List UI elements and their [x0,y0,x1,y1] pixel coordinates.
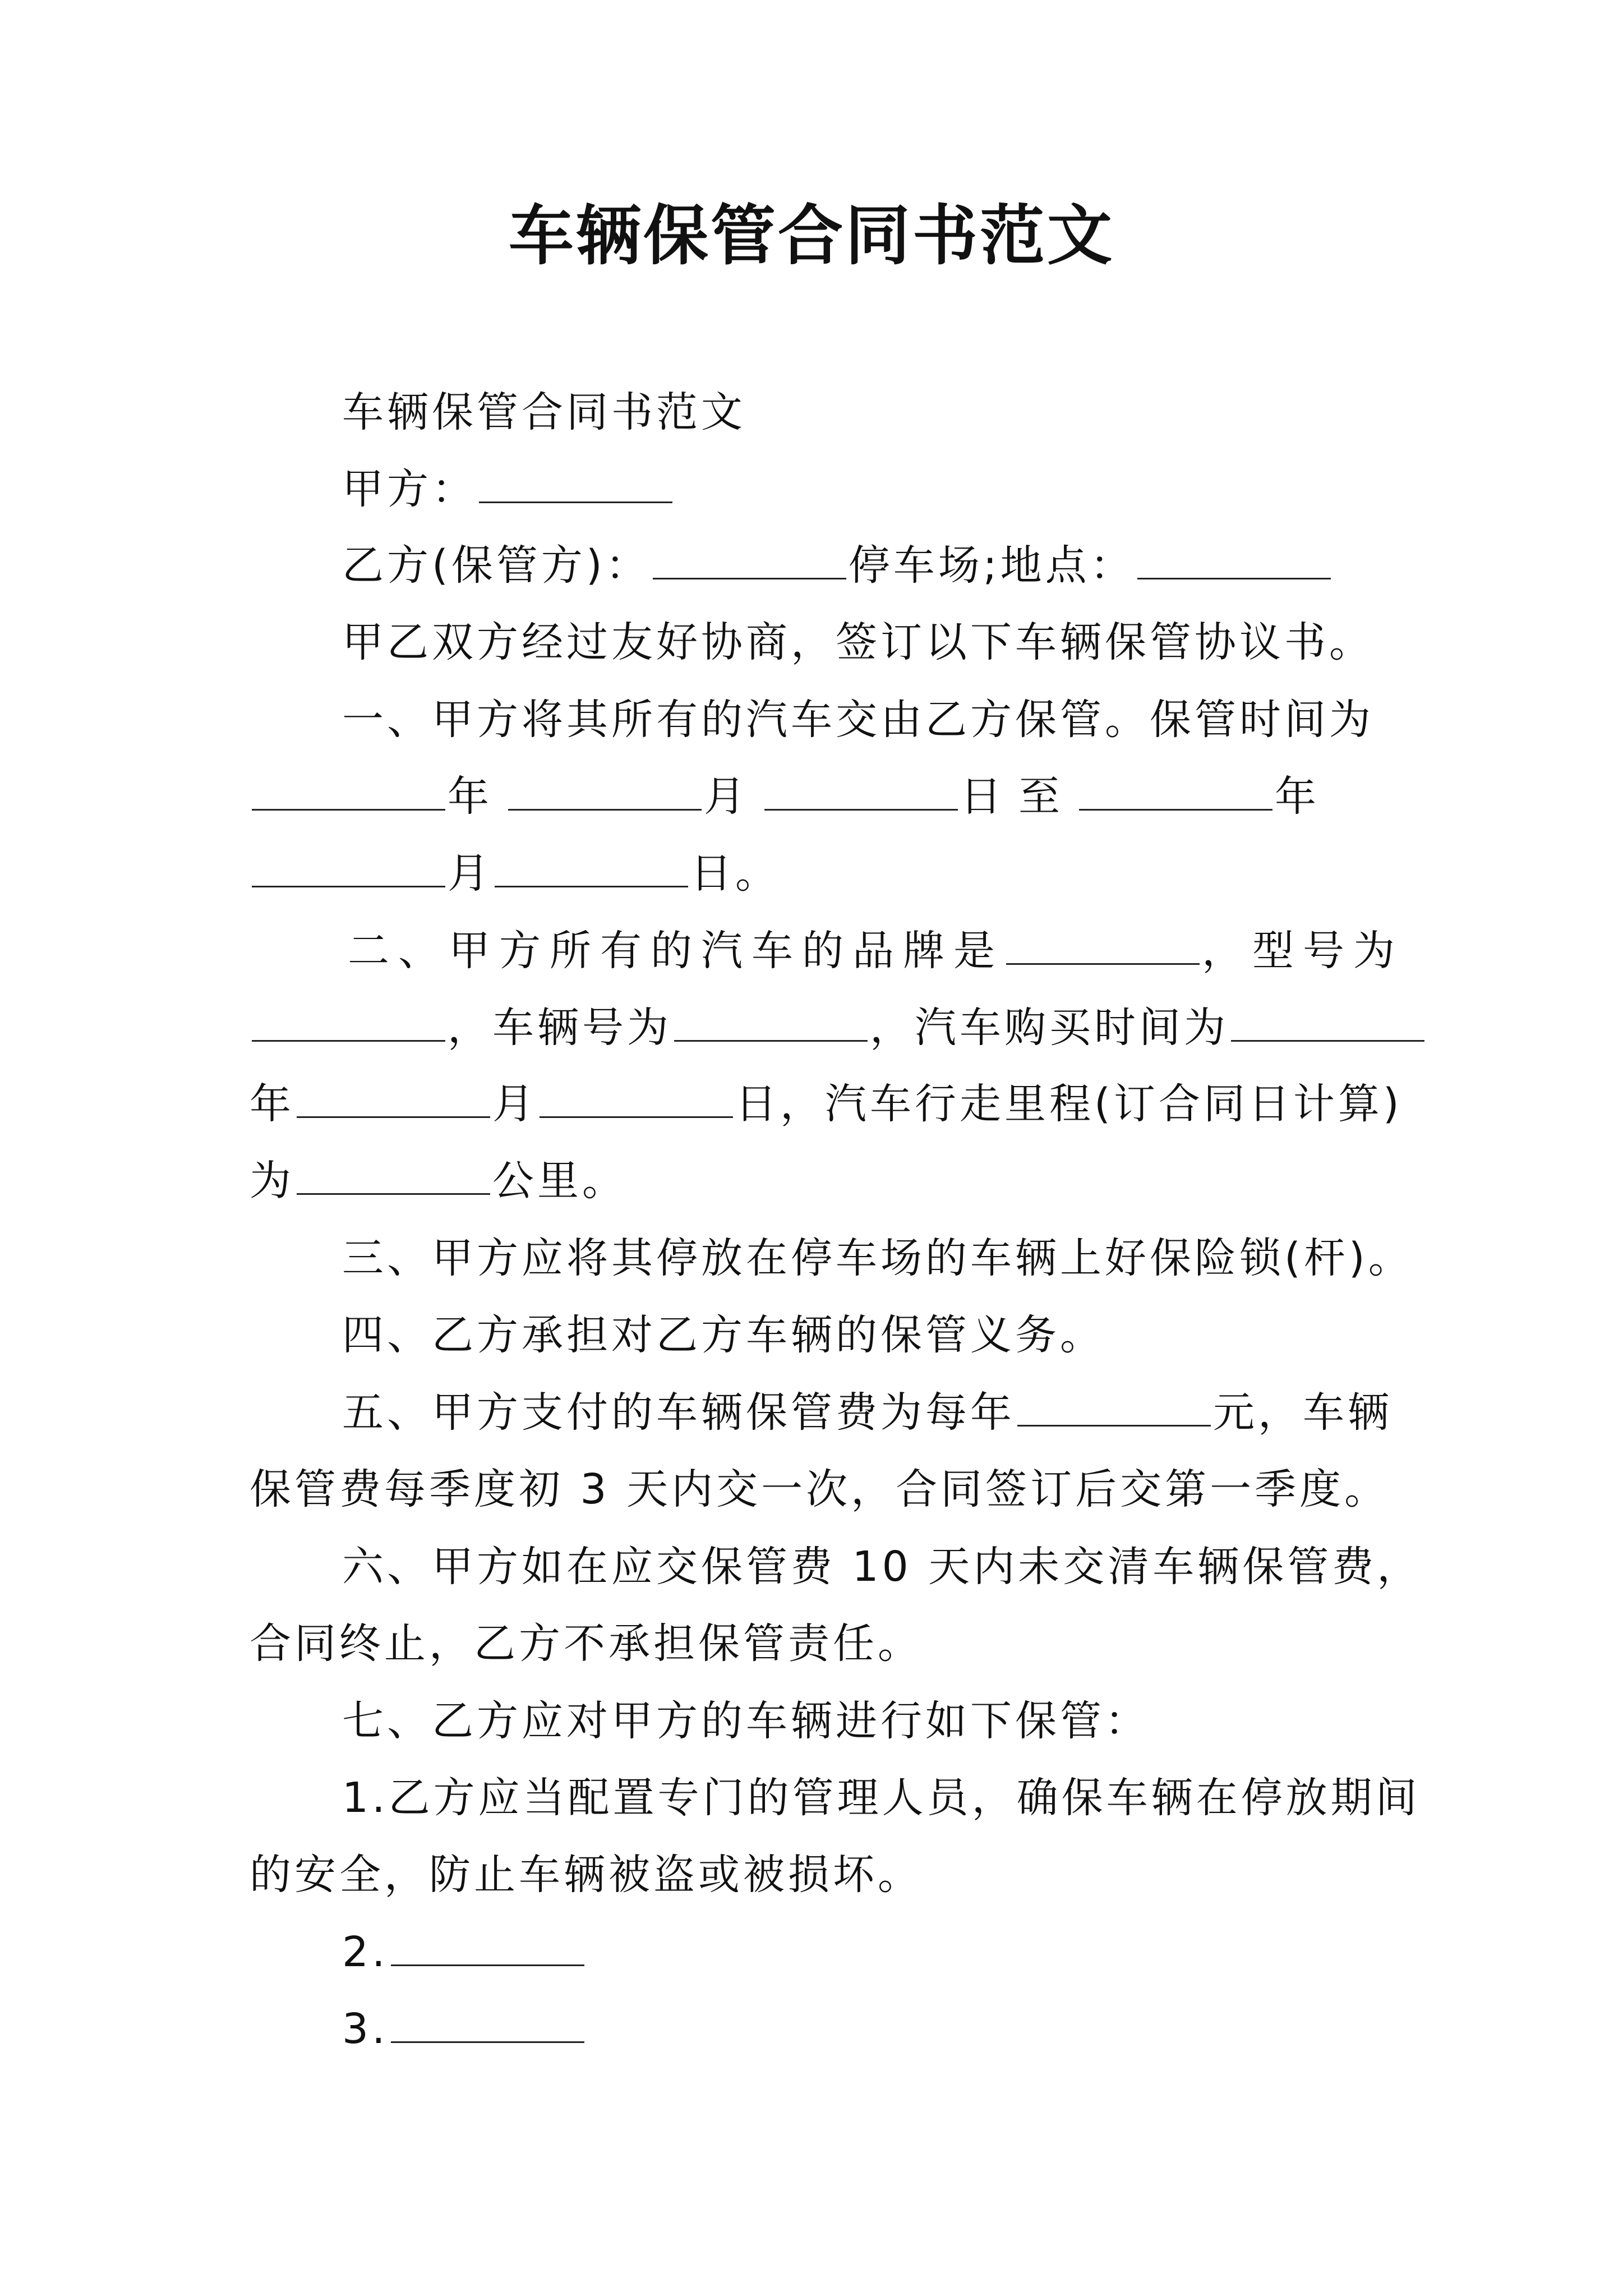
clause-7-line [342,1693,1150,1749]
start-month-label: 月 [704,772,762,821]
party-b-line [342,537,1333,593]
document-title: 车辆保管合同书范文 [509,197,1114,274]
end-year-label: 年 [1275,772,1333,821]
start-day-blank[interactable] [764,775,958,811]
subtitle-text: 车辆保管合同书范文 [342,388,746,436]
clause-6-text-2: 合同终止，乙方不承担保管责任。 [250,1619,923,1668]
intro-line [342,614,1374,670]
clause-6-line-2 [250,1616,923,1672]
party-a-label: 甲方： [342,465,477,513]
clause-6-text: 六、甲方如在应交保管费 10 天内未交清车辆保管费， [342,1543,1422,1591]
item-2-blank[interactable] [391,1931,584,1966]
item-3-blank[interactable] [391,2008,584,2043]
clause-7-item-3-label: 3. [342,2005,389,2053]
clause-5-line-1 [342,1384,1393,1441]
clause-1-line-2 [250,769,1333,825]
clause-3-text: 三、甲方应将其停放在停车场的车辆上好保险锁(杆)。 [342,1234,1413,1282]
party-b-blank[interactable] [653,544,846,579]
purchase-month-label: 月 [492,1080,537,1128]
plate-label: ，车辆号为 [448,1004,672,1052]
purchase-year-blank[interactable] [1231,1006,1424,1042]
start-year-blank[interactable] [252,775,445,811]
mileage-prefix: 为 [250,1157,294,1205]
clause-6-line-1 [342,1539,1422,1595]
mileage-note: 日，汽车行走里程(订合同日计算) [735,1080,1403,1128]
clause-7-item-1-line-2 [250,1847,923,1903]
clause-1-line-1 [342,692,1374,748]
annual-fee-blank[interactable] [1017,1391,1211,1427]
purchase-day-blank[interactable] [540,1083,733,1118]
clause-2-line-4 [250,1153,627,1209]
plate-blank[interactable] [674,1006,868,1042]
clause-5-text-2: 保管费每季度初 3 天内交一次，合同签订后交第一季度。 [250,1465,1390,1513]
model-label: ，型号为 [1202,927,1404,975]
clause-4-text: 四、乙方承担对乙方车辆的保管义务。 [342,1311,1105,1359]
clause-7-item-2-label: 2. [342,1928,389,1976]
party-b-label: 乙方(保管方)： [342,541,651,590]
clause-2-line-2 [250,1000,1427,1056]
brand-blank[interactable] [1006,930,1200,965]
clause-7-item-2-line [342,1924,587,1980]
end-year-blank[interactable] [1079,775,1272,811]
clause-7-item-1-line-1 [342,1770,1421,1826]
clause-1-line-3 [250,845,780,901]
party-a-blank[interactable] [479,468,672,503]
clause-7-text: 七、乙方应对甲方的车辆进行如下保管： [342,1697,1150,1745]
clause-2-text: 二、甲方所有的汽车的品牌是 [348,927,1004,975]
clause-7-item-3-line [342,2001,587,2057]
clause-3-line [342,1230,1413,1286]
start-month-blank[interactable] [508,775,702,811]
party-a-line [342,461,675,517]
model-blank[interactable] [252,1006,445,1042]
fee-unit: 元，车辆 [1213,1388,1393,1437]
intro-text: 甲乙双方经过友好协商，签订以下车辆保管协议书。 [342,618,1374,666]
end-month-label: 月 [448,849,492,898]
end-day-blank[interactable] [495,852,688,887]
mileage-unit: 公里。 [492,1157,627,1205]
mileage-blank[interactable] [297,1159,490,1195]
start-year-label: 年 [448,772,506,821]
start-day-to-label: 日至 [960,772,1077,821]
parking-label: 停车场;地点： [848,541,1135,590]
clause-5-line-2 [250,1461,1389,1517]
end-month-blank[interactable] [252,852,445,887]
purchase-month-blank[interactable] [297,1083,490,1118]
clause-1-text: 一、甲方将其所有的汽车交由乙方保管。保管时间为 [342,696,1374,744]
clause-7-item-1-text: 1.乙方应当配置专门的管理人员，确保车辆在停放期间 [342,1774,1421,1822]
end-day-label: 日。 [690,849,780,898]
clause-2-line-3 [250,1076,1403,1132]
purchase-year-label: 年 [250,1080,294,1128]
purchase-label: ，汽车购买时间为 [870,1004,1229,1052]
clause-2-line-1 [348,923,1404,979]
parking-blank[interactable] [1137,544,1331,579]
clause-5-text: 五、甲方支付的车辆保管费为每年 [342,1388,1015,1437]
clause-7-item-1-text-2: 的安全，防止车辆被盗或被损坏。 [250,1851,923,1899]
clause-4-line [342,1307,1105,1363]
subtitle-line [342,384,746,440]
